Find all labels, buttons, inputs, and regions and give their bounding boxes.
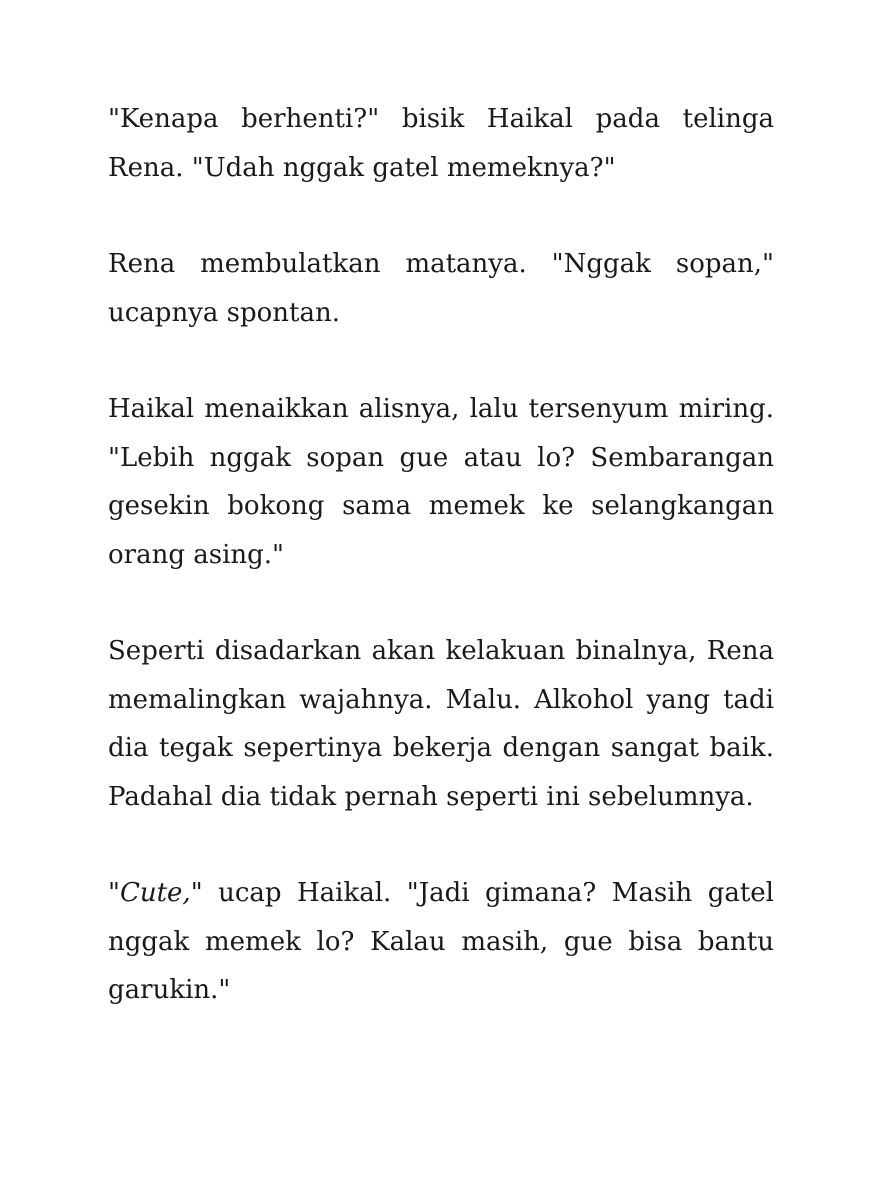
document-page <box>108 95 774 1063</box>
paragraph-5-text: ucap Haikal. "Jadi gimana? Masih gatel nggak memek lo? Kalau masih, gue bisa bantu garukin." <box>108 878 774 1005</box>
paragraph-1: "Kenapa berhenti?" bisik Haikal pada telinga Rena. "Udah nggak gatel memeknya?" <box>108 104 774 183</box>
paragraph-3: Haikal menaikkan alisnya, lalu tersenyum miring. "Lebih nggak sopan gue atau lo? Sembarangan gesekin bokong sama memek ke selangkangan orang asing." <box>108 394 774 570</box>
italic-quote: "Cute," <box>108 878 203 908</box>
paragraph-5 <box>108 869 774 1015</box>
paragraph-2: Rena membulatkan matanya. "Nggak sopan," ucapnya spontan. <box>108 249 774 328</box>
paragraph-4: Seperti disadarkan akan kelakuan binalnya, Rena memalingkan wajahnya. Malu. Alkohol yang tadi dia tegak sepertinya bekerja dengan sangat baik. Padahal dia tidak pernah seperti ini sebelumnya. <box>108 636 774 812</box>
